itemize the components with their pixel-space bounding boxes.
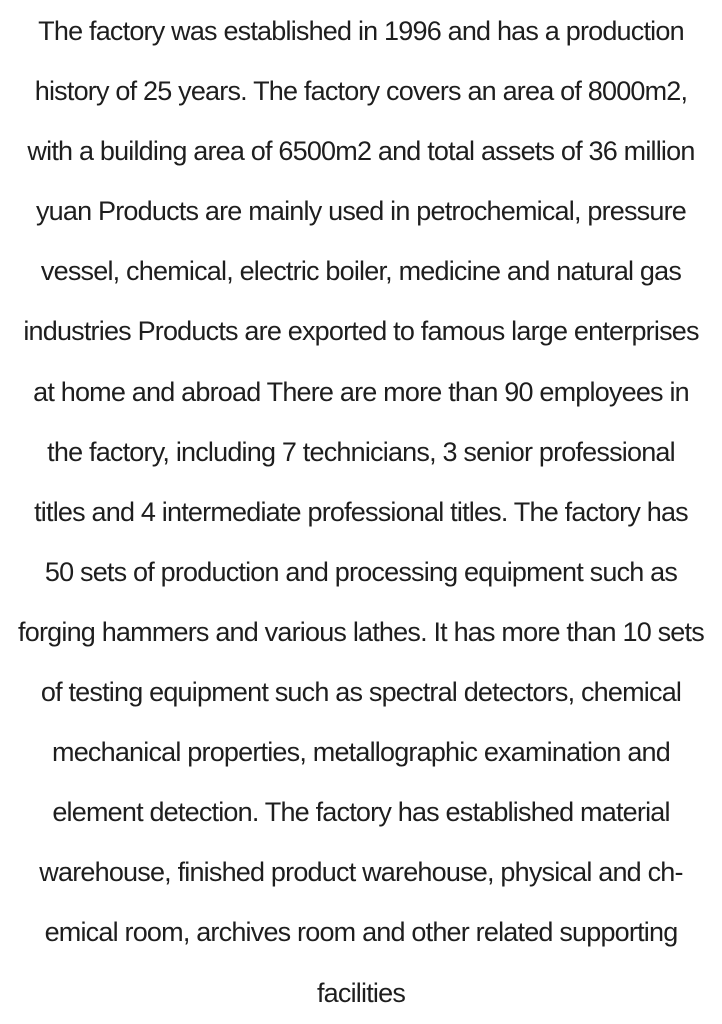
text-line-5: vessel, chemical, electric boiler, medicine and natural gas bbox=[40, 256, 682, 287]
text-line-2: history of 25 years. The factory covers an area of 8000m2, bbox=[34, 76, 688, 107]
text-line-10: 50 sets of production and processing equipment such as bbox=[44, 556, 678, 587]
text-line-8: the factory, including 7 technicians, 3 senior professional bbox=[47, 436, 675, 467]
text-line-4: yuan Products are mainly used in petrochemical, pressure bbox=[35, 196, 687, 227]
text-line-17: facilities bbox=[316, 977, 406, 1008]
text-line-13: mechanical properties, metallographic examination and bbox=[52, 737, 670, 768]
text-line-14: element detection. The factory has established material bbox=[52, 797, 670, 828]
text-line-15: warehouse, finished product warehouse, physical and ch- bbox=[39, 857, 683, 888]
text-line-16: emical room, archives room and other related supporting bbox=[44, 917, 678, 948]
text-line-11: forging hammers and various lathes. It has more than 10 sets bbox=[18, 616, 704, 647]
text-line-1: The factory was established in 1996 and has a production bbox=[38, 16, 684, 46]
text-line-3: with a building area of 6500m2 and total assets of 36 million bbox=[27, 136, 695, 167]
text-line-12: of testing equipment such as spectral detectors, chemical bbox=[40, 677, 682, 708]
text-line-7: at home and abroad There are more than 90 employees in bbox=[33, 376, 689, 407]
text-line-9: titles and 4 intermediate professional titles. The factory has bbox=[34, 496, 688, 527]
text-line-6: industries Products are exported to famous large enterprises bbox=[23, 316, 699, 347]
